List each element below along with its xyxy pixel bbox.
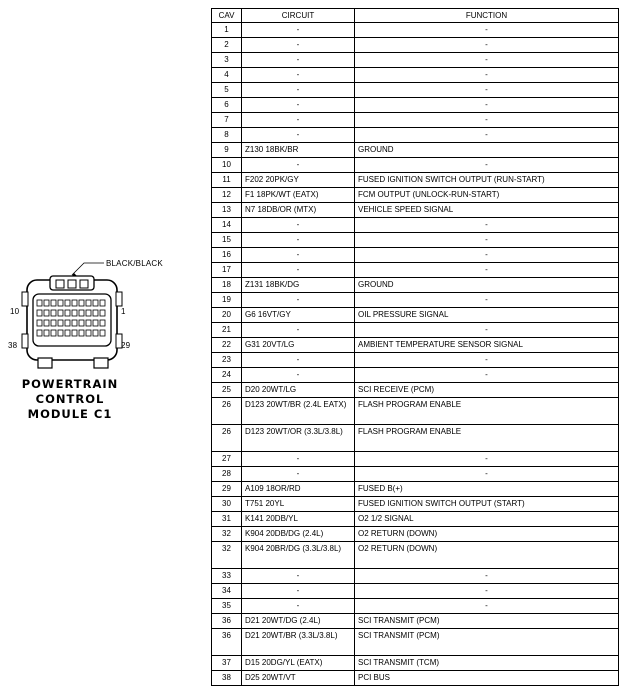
connector-drawing [0,250,200,380]
function-cell: - [355,569,619,584]
table-row [212,158,619,173]
pin-cavity [72,310,77,316]
cav-cell: 10 [212,158,242,173]
table-row [212,599,619,614]
pin-label-29: 29 [121,341,131,350]
function-cell: - [355,23,619,38]
table-row [212,398,619,425]
circuit-cell: K904 20BR/DG (3.3L/3.8L) [242,542,355,569]
cav-cell: 8 [212,128,242,143]
pin-cavity [58,310,63,316]
table-row [212,53,619,68]
table-row [212,671,619,686]
table-row [212,98,619,113]
function-cell: - [355,98,619,113]
table-row [212,497,619,512]
table-row [212,368,619,383]
table-row [212,173,619,188]
cav-cell: 36 [212,629,242,656]
table-row [212,83,619,98]
pin-cavity [51,320,56,326]
function-cell: - [355,452,619,467]
cav-cell: 25 [212,383,242,398]
function-cell: FUSED IGNITION SWITCH OUTPUT (START) [355,497,619,512]
pin-cavity [86,320,91,326]
pin-cavity [86,330,91,336]
pin-cavity [93,310,98,316]
table-row [212,293,619,308]
function-cell: - [355,599,619,614]
pin-cavity [86,310,91,316]
function-cell: - [355,263,619,278]
table-row [212,383,619,398]
pin-cavity [65,320,70,326]
cav-cell: 21 [212,323,242,338]
circuit-cell: D21 20WT/BR (3.3L/3.8L) [242,629,355,656]
circuit-cell: K904 20DB/DG (2.4L) [242,527,355,542]
function-cell: - [355,353,619,368]
function-cell: OIL PRESSURE SIGNAL [355,308,619,323]
circuit-cell: G6 16VT/GY [242,308,355,323]
header-function: FUNCTION [355,9,619,23]
circuit-cell: - [242,53,355,68]
function-cell: - [355,467,619,482]
pin-cavity [58,330,63,336]
pin-cavity [79,310,84,316]
pin-cavity [65,330,70,336]
table-row [212,128,619,143]
title-line-3: MODULE C1 [27,407,113,421]
cav-cell: 33 [212,569,242,584]
circuit-cell: - [242,83,355,98]
circuit-cell: - [242,38,355,53]
function-cell: - [355,233,619,248]
cav-cell: 36 [212,614,242,629]
connector-color-label: BLACK/BLACK [106,259,163,268]
function-cell: - [355,38,619,53]
cav-cell: 20 [212,308,242,323]
circuit-cell: D21 20WT/DG (2.4L) [242,614,355,629]
title-line-1: POWERTRAIN [21,377,119,391]
cav-cell: 17 [212,263,242,278]
pin-cavity [44,330,49,336]
cav-cell: 11 [212,173,242,188]
pin-cavity [58,320,63,326]
function-cell: - [355,218,619,233]
pin-cavity [86,300,91,306]
pin-label-38: 38 [8,341,18,350]
function-cell: GROUND [355,278,619,293]
circuit-cell: - [242,452,355,467]
pin-cavity [93,300,98,306]
circuit-cell: - [242,113,355,128]
circuit-cell: - [242,68,355,83]
cav-cell: 12 [212,188,242,203]
cav-cell: 23 [212,353,242,368]
circuit-cell: - [242,323,355,338]
circuit-cell: - [242,353,355,368]
cav-cell: 15 [212,233,242,248]
circuit-cell: T751 20YL [242,497,355,512]
pin-cavity [72,300,77,306]
cav-cell: 18 [212,278,242,293]
circuit-cell: - [242,467,355,482]
circuit-cell: Z130 18BK/BR [242,143,355,158]
pin-cavity [44,300,49,306]
circuit-cell: D123 20WT/BR (2.4L EATX) [242,398,355,425]
cav-cell: 26 [212,425,242,452]
table-row [212,425,619,452]
table-row [212,248,619,263]
function-cell: SCI TRANSMIT (PCM) [355,614,619,629]
pin-cavity [44,310,49,316]
cav-cell: 9 [212,143,242,158]
pinout-table [211,8,619,686]
function-cell: - [355,53,619,68]
function-cell: FLASH PROGRAM ENABLE [355,398,619,425]
table-row [212,188,619,203]
pin-cavity [100,300,105,306]
function-cell: PCI BUS [355,671,619,686]
table-row [212,308,619,323]
circuit-cell: D15 20DG/YL (EATX) [242,656,355,671]
cav-cell: 26 [212,398,242,425]
table-row [212,218,619,233]
table-row [212,584,619,599]
circuit-cell: G31 20VT/LG [242,338,355,353]
function-cell: - [355,68,619,83]
pin-label-1: 1 [121,307,126,316]
table-row [212,233,619,248]
table-row [212,38,619,53]
table-row [212,482,619,497]
circuit-cell: - [242,293,355,308]
cav-cell: 38 [212,671,242,686]
table-row [212,113,619,128]
circuit-cell: D25 20WT/VT [242,671,355,686]
function-cell: O2 RETURN (DOWN) [355,527,619,542]
table-row [212,323,619,338]
pinout-table-body [212,23,619,686]
function-cell: - [355,113,619,128]
circuit-cell: D20 20WT/LG [242,383,355,398]
table-row [212,68,619,83]
pin-cavity [93,320,98,326]
table-row [212,629,619,656]
cav-cell: 31 [212,512,242,527]
pin-cavity [51,300,56,306]
cav-cell: 27 [212,452,242,467]
circuit-cell: F202 20PK/GY [242,173,355,188]
function-cell: - [355,368,619,383]
table-row [212,353,619,368]
pin-cavity [79,300,84,306]
circuit-cell: - [242,368,355,383]
table-row [212,143,619,158]
circuit-cell: D123 20WT/OR (3.3L/3.8L) [242,425,355,452]
pin-cavity [65,300,70,306]
cav-cell: 7 [212,113,242,128]
table-header-row [212,9,619,23]
cav-cell: 1 [212,23,242,38]
table-row [212,278,619,293]
pin-cavity [100,310,105,316]
circuit-cell: Z131 18BK/DG [242,278,355,293]
circuit-cell: - [242,569,355,584]
function-cell: O2 1/2 SIGNAL [355,512,619,527]
circuit-cell: A109 18OR/RD [242,482,355,497]
circuit-cell: - [242,263,355,278]
pin-cavity [51,330,56,336]
pin-cavity [37,310,42,316]
cav-cell: 30 [212,497,242,512]
circuit-cell: - [242,128,355,143]
table-row [212,512,619,527]
table-row [212,452,619,467]
pin-cavity [100,320,105,326]
circuit-cell: K141 20DB/YL [242,512,355,527]
function-cell: O2 RETURN (DOWN) [355,542,619,569]
function-cell: - [355,158,619,173]
table-row [212,614,619,629]
function-cell: - [355,128,619,143]
circuit-cell: - [242,233,355,248]
function-cell: FLASH PROGRAM ENABLE [355,425,619,452]
cav-cell: 6 [212,98,242,113]
circuit-cell: - [242,98,355,113]
cav-cell: 5 [212,83,242,98]
circuit-cell: - [242,599,355,614]
circuit-cell: - [242,218,355,233]
cav-cell: 34 [212,584,242,599]
table-row [212,263,619,278]
circuit-cell: F1 18PK/WT (EATX) [242,188,355,203]
table-row [212,203,619,218]
function-cell: VEHICLE SPEED SIGNAL [355,203,619,218]
title-line-2: CONTROL [35,392,105,406]
table-row [212,542,619,569]
table-row [212,338,619,353]
table-row [212,569,619,584]
circuit-cell: - [242,158,355,173]
pin-cavity [37,300,42,306]
pin-cavity [72,320,77,326]
pin-cavity [37,320,42,326]
table-row [212,467,619,482]
pin-cavity [51,310,56,316]
pin-label-10: 10 [10,307,20,316]
cav-cell: 28 [212,467,242,482]
table-row [212,23,619,38]
function-cell: - [355,584,619,599]
function-cell: - [355,83,619,98]
pin-cavity [58,300,63,306]
circuit-cell: - [242,248,355,263]
function-cell: SCI RECEIVE (PCM) [355,383,619,398]
circuit-cell: - [242,23,355,38]
pin-cavity [72,330,77,336]
table-row [212,656,619,671]
pin-cavity [44,320,49,326]
function-cell: FCM OUTPUT (UNLOCK-RUN-START) [355,188,619,203]
connector-title [20,377,120,422]
header-cav: CAV [212,9,242,23]
function-cell: - [355,323,619,338]
cav-cell: 22 [212,338,242,353]
cav-cell: 32 [212,542,242,569]
cav-cell: 29 [212,482,242,497]
function-cell: - [355,293,619,308]
header-circuit: CIRCUIT [242,9,355,23]
pin-cavity [65,310,70,316]
cav-cell: 35 [212,599,242,614]
pin-cavity [100,330,105,336]
cav-cell: 37 [212,656,242,671]
function-cell: FUSED B(+) [355,482,619,497]
pin-cavity [79,320,84,326]
function-cell: GROUND [355,143,619,158]
pin-cavity [79,330,84,336]
function-cell: FUSED IGNITION SWITCH OUTPUT (RUN-START) [355,173,619,188]
pin-cavity [93,330,98,336]
table-row [212,527,619,542]
cav-cell: 24 [212,368,242,383]
circuit-cell: N7 18DB/OR (MTX) [242,203,355,218]
function-cell: - [355,248,619,263]
cav-cell: 13 [212,203,242,218]
cav-cell: 14 [212,218,242,233]
cav-cell: 2 [212,38,242,53]
function-cell: SCI TRANSMIT (PCM) [355,629,619,656]
cav-cell: 3 [212,53,242,68]
cav-cell: 32 [212,527,242,542]
cav-cell: 4 [212,68,242,83]
function-cell: AMBIENT TEMPERATURE SENSOR SIGNAL [355,338,619,353]
cav-cell: 16 [212,248,242,263]
pin-cavity [37,330,42,336]
function-cell: SCI TRANSMIT (TCM) [355,656,619,671]
cav-cell: 19 [212,293,242,308]
circuit-cell: - [242,584,355,599]
